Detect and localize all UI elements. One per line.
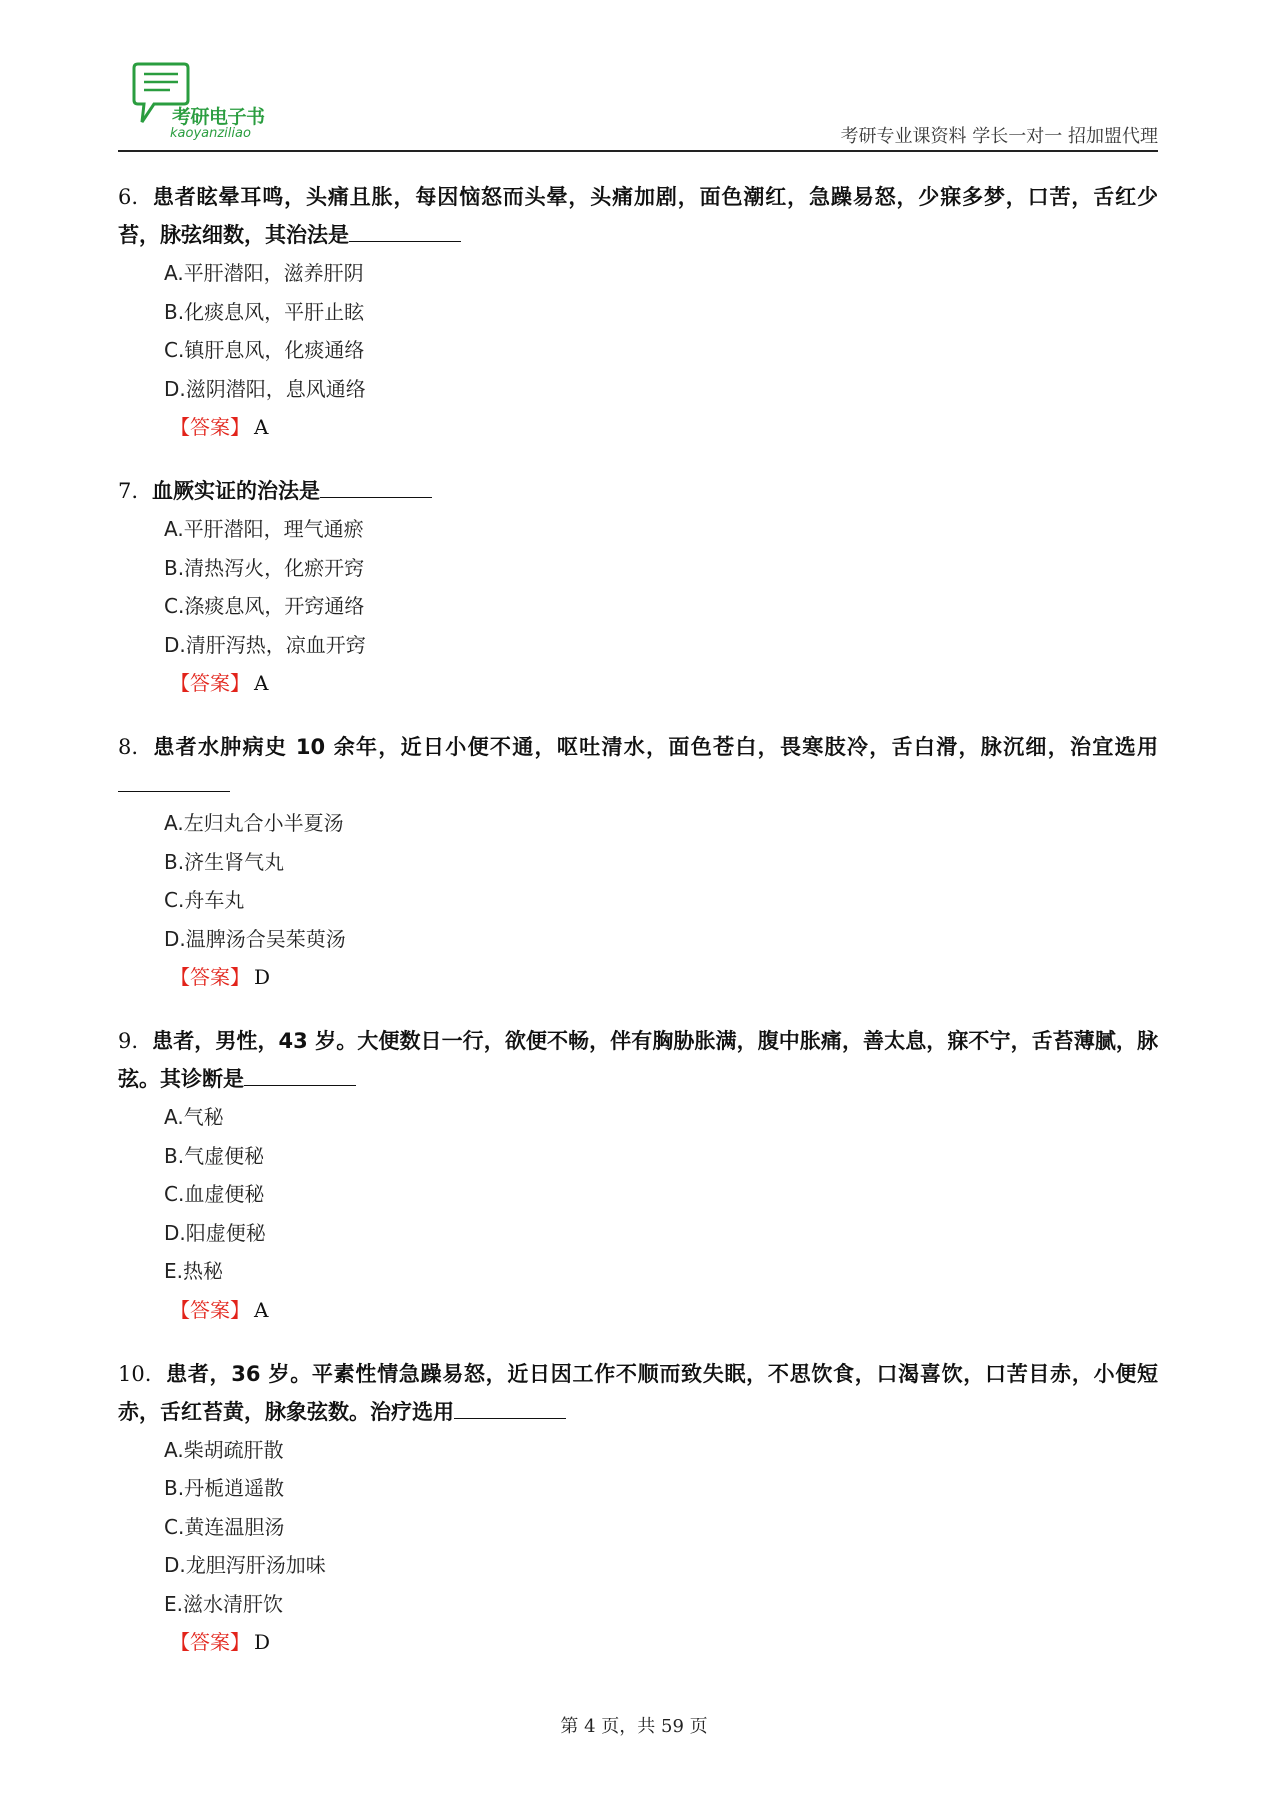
option-a: A.气秘	[164, 1105, 224, 1129]
question-8	[118, 728, 1158, 996]
option-list	[118, 804, 1158, 958]
question-text: 患者，男性，43 岁。大便数日一行，欲便不畅，伴有胸胁胀满，腹中胀痛，善太息，寐不宁，舌苔薄腻，脉弦。其诊断是	[118, 1029, 1158, 1091]
option-list	[118, 1098, 1158, 1291]
answer-label: 【答案】	[170, 965, 250, 989]
question-stem	[118, 1355, 1158, 1431]
header-divider	[118, 150, 1158, 152]
option-c: C.涤痰息风，开窍通络	[164, 594, 365, 618]
answer-line	[118, 1291, 1158, 1329]
logo-text: 考研电子书	[172, 106, 265, 128]
question-number: 8.	[118, 735, 139, 759]
question-number: 9.	[118, 1029, 139, 1053]
option-d: D.温脾汤合吴茱萸汤	[164, 926, 346, 951]
answer-line	[118, 1623, 1158, 1661]
answer-blank	[349, 221, 461, 242]
question-text: 血厥实证的治法是	[152, 479, 321, 503]
logo-subtext: kaoyanziliao	[170, 126, 251, 141]
option-e: E.滋水清肝饮	[164, 1591, 283, 1616]
answer-label: 【答案】	[170, 1297, 250, 1322]
answer-line	[118, 958, 1158, 996]
question-text: 患者眩晕耳鸣，头痛且胀，每因恼怒而头晕，头痛加剧，面色潮红，急躁易怒，少寐多梦，口苦，舌红少苔，脉弦细数，其治法是	[118, 185, 1158, 247]
answer-line	[118, 408, 1158, 446]
option-list	[118, 510, 1158, 664]
option-a: A.平肝潜阳，理气通瘀	[164, 517, 364, 541]
answer-label: 【答案】	[170, 1630, 250, 1654]
option-d: D.龙胆泻肝汤加味	[164, 1553, 326, 1577]
answer-label: 【答案】	[170, 671, 250, 695]
option-list	[118, 254, 1158, 408]
answer-value: A	[254, 1297, 269, 1322]
page-header	[118, 58, 1158, 154]
question-stem	[118, 472, 1158, 510]
answer-blank	[320, 477, 432, 498]
question-text: 患者水肿病史 10 余年，近日小便不通，呕吐清水，面色苍白，畏寒肢冷，舌白滑，脉沉细，治宜选用	[152, 735, 1158, 759]
option-e: E.热秘	[164, 1259, 223, 1283]
answer-value: D	[254, 1630, 271, 1654]
question-6	[118, 178, 1158, 446]
question-10	[118, 1355, 1158, 1662]
answer-value: D	[254, 965, 271, 989]
question-stem	[118, 1022, 1158, 1098]
option-a: A.左归丸合小半夏汤	[164, 811, 344, 835]
question-stem	[118, 178, 1158, 254]
option-c: C.舟车丸	[164, 888, 245, 912]
option-b: B.济生肾气丸	[164, 849, 285, 874]
question-7	[118, 472, 1158, 702]
question-number: 6.	[118, 185, 139, 209]
question-number: 10.	[118, 1361, 152, 1386]
question-text: 患者，36 岁。平素性情急躁易怒，近日因工作不顺而致失眠，不思饮食，口渴喜饮，口苦目赤，小便短赤，舌红苔黄，脉象弦数。治疗选用	[118, 1361, 1158, 1424]
header-tagline: 考研专业课资料 学长一对一 招加盟代理	[840, 126, 1158, 147]
answer-label: 【答案】	[170, 415, 250, 439]
option-c: C.镇肝息风，化痰通络	[164, 338, 365, 362]
option-b: B.清热泻火，化瘀开窍	[164, 555, 365, 580]
answer-line	[118, 664, 1158, 702]
option-a: A.柴胡疏肝散	[164, 1437, 284, 1462]
option-d: D.清肝泻热，凉血开窍	[164, 632, 366, 657]
option-b: B.气虚便秘	[164, 1143, 265, 1168]
option-list	[118, 1431, 1158, 1624]
option-d: D.滋阴潜阳，息风通络	[164, 376, 366, 401]
question-stem	[118, 728, 1158, 804]
option-a: A.平肝潜阳，滋养肝阴	[164, 261, 364, 285]
question-9	[118, 1022, 1158, 1329]
option-d: D.阳虚便秘	[164, 1220, 266, 1245]
answer-value: A	[254, 415, 269, 439]
option-c: C.血虚便秘	[164, 1182, 265, 1206]
option-c: C.黄连温胆汤	[164, 1514, 285, 1539]
answer-blank	[118, 771, 230, 792]
question-list	[118, 178, 1158, 1687]
question-number: 7.	[118, 479, 139, 503]
answer-blank	[244, 1065, 356, 1086]
page-number-footer: 第 4 页，共 59 页	[560, 1716, 708, 1737]
kaoyan-logo	[132, 60, 272, 148]
answer-blank	[454, 1398, 566, 1419]
option-b: B.丹栀逍遥散	[164, 1476, 285, 1500]
answer-value: A	[254, 671, 269, 695]
option-b: B.化痰息风，平肝止眩	[164, 299, 365, 324]
